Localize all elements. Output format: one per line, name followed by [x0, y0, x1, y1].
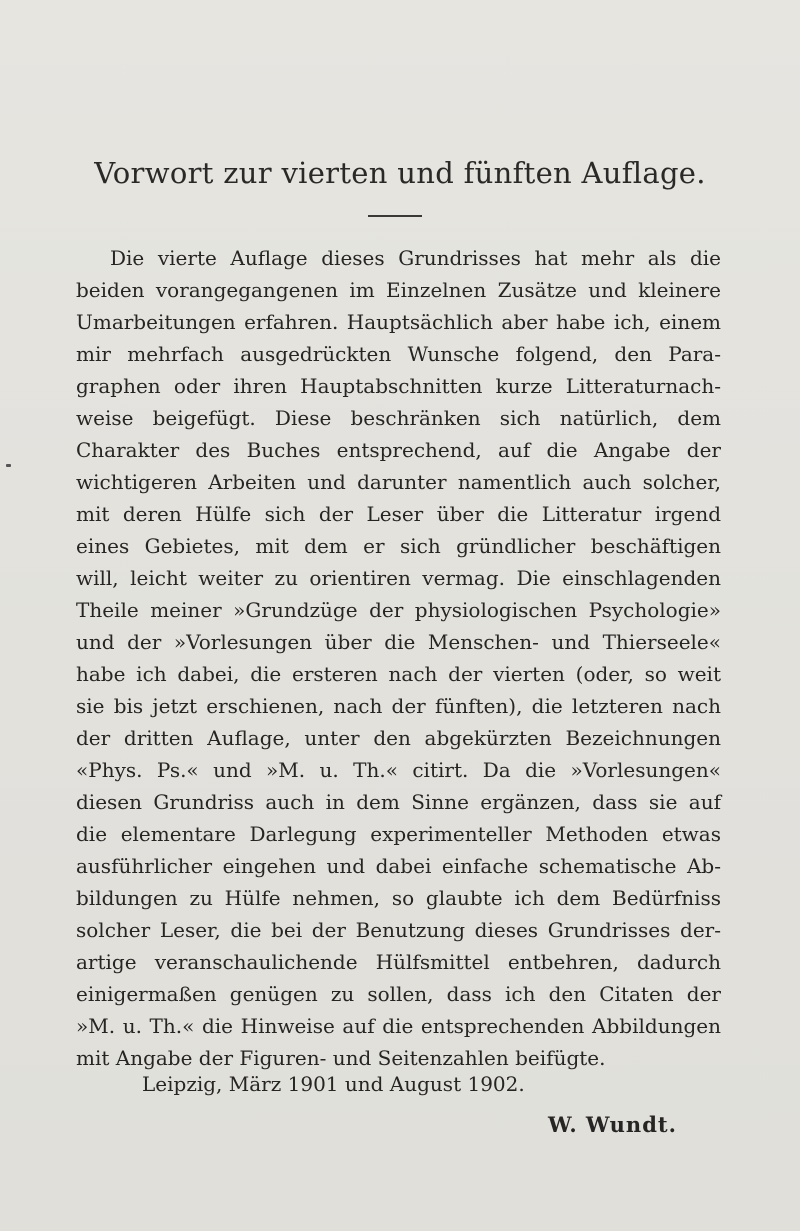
body-line: sie bis jetzt erschienen, nach der fünften), die letzteren nach	[76, 694, 721, 718]
body-line: will, leicht weiter zu orientiren vermag. Die einschlagenden	[76, 566, 721, 590]
body-line: beiden vorangegangenen im Einzelnen Zusätze und kleinere	[76, 278, 721, 302]
body-line: ausführlicher eingehen und dabei einfache schematische Ab-	[76, 854, 721, 878]
place-date-line: Leipzig, März 1901 und August 1902.	[142, 1072, 525, 1096]
body-line: der dritten Auflage, unter den abgekürzten Bezeichnungen	[76, 726, 721, 750]
margin-mark	[6, 464, 11, 467]
body-line: weise beigefügt. Diese beschränken sich natürlich, dem	[76, 406, 721, 430]
body-line: graphen oder ihren Hauptabschnitten kurze Litteraturnach-	[76, 374, 721, 398]
body-line: Theile meiner »Grundzüge der physiologischen Psychologie»	[76, 598, 721, 622]
body-line: einigermaßen genügen zu sollen, dass ich den Citaten der	[76, 982, 721, 1006]
body-line: eines Gebietes, mit dem er sich gründlicher beschäftigen	[76, 534, 721, 558]
body-line: die elementare Darlegung experimenteller Methoden etwas	[76, 822, 721, 846]
preface-title: Vorwort zur vierten und fünften Auflage.	[94, 156, 706, 190]
body-line: mir mehrfach ausgedrückten Wunsche folgend, den Para-	[76, 342, 721, 366]
body-line: artige veranschaulichende Hülfsmittel entbehren, dadurch	[76, 950, 721, 974]
body-line: und der »Vorlesungen über die Menschen- und Thierseele«	[76, 630, 721, 654]
body-line: Umarbeitungen erfahren. Hauptsächlich aber habe ich, einem	[76, 310, 721, 334]
body-line: mit deren Hülfe sich der Leser über die Litteratur irgend	[76, 502, 721, 526]
body-line: »M. u. Th.« die Hinweise auf die entsprechenden Abbildungen	[76, 1014, 721, 1038]
body-line: diesen Grundriss auch in dem Sinne ergänzen, dass sie auf	[76, 790, 721, 814]
body-line: Charakter des Buches entsprechend, auf die Angabe der	[76, 438, 721, 462]
body-line: «Phys. Ps.« und »M. u. Th.« citirt. Da die »Vorlesungen«	[76, 758, 721, 782]
body-line: bildungen zu Hülfe nehmen, so glaubte ich dem Bedürfniss	[76, 886, 721, 910]
author-signature: W. Wundt.	[548, 1112, 677, 1137]
body-line: wichtigeren Arbeiten und darunter namentlich auch solcher,	[76, 470, 721, 494]
body-line: Die vierte Auflage dieses Grundrisses hat mehr als die	[110, 246, 721, 270]
title-divider	[368, 215, 422, 217]
body-line: habe ich dabei, die ersteren nach der vierten (oder, so weit	[76, 662, 721, 686]
preface-body	[76, 242, 721, 1074]
body-line: mit Angabe der Figuren- und Seitenzahlen beifügte.	[76, 1046, 606, 1070]
body-line: solcher Leser, die bei der Benutzung dieses Grundrisses der-	[76, 918, 721, 942]
